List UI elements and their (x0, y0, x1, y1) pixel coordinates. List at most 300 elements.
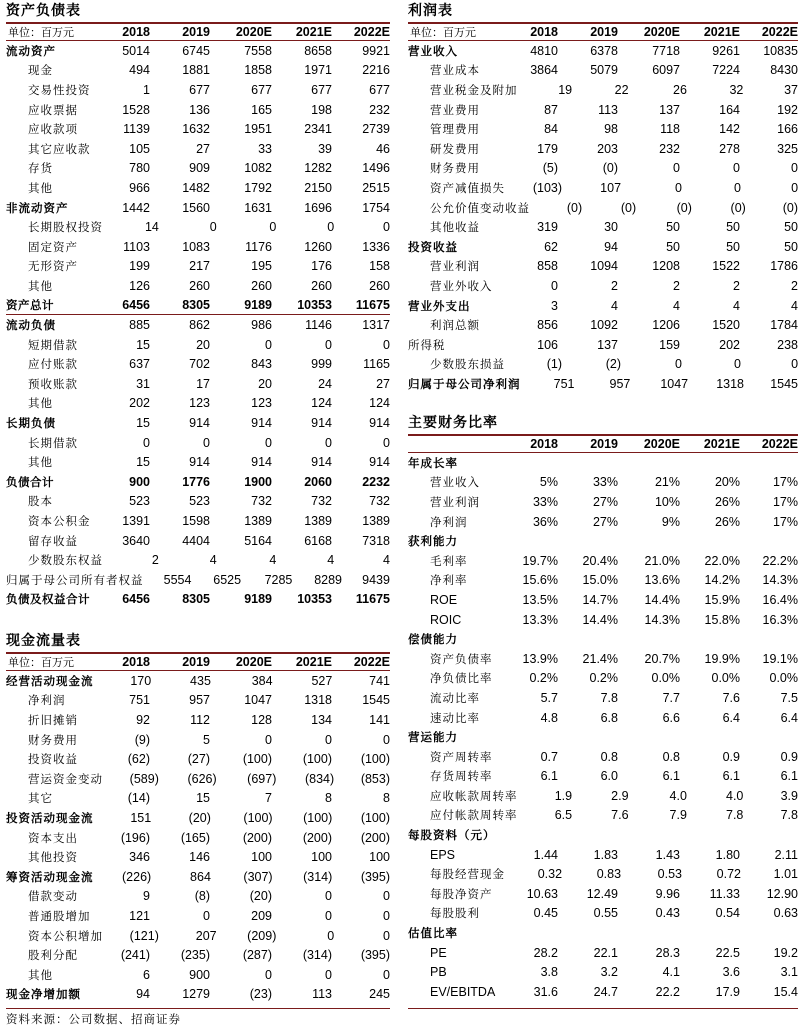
cell-value: 1317 (362, 318, 390, 333)
cell-value: 22.2 (655, 984, 680, 999)
cell-value: 1.44 (533, 847, 558, 862)
cell-value: 14.7% (582, 592, 618, 607)
cell-value: 6.1 (540, 769, 558, 784)
cell-value: 33% (532, 494, 558, 509)
cell-value: 20% (714, 475, 740, 490)
cell-value: 751 (129, 693, 150, 708)
row-label: 其他 (28, 278, 53, 293)
year-header: 2018 (122, 655, 150, 669)
cell-value: 2515 (362, 180, 390, 195)
cell-value: 87 (544, 102, 558, 117)
cell-value: 7558 (244, 43, 272, 58)
row-label: 资产负债率 (430, 651, 493, 666)
cell-value: 0 (269, 220, 277, 235)
cell-value: 4.1 (662, 965, 680, 980)
income-statement-title: 利润表 (408, 3, 453, 19)
cell-value: 1.01 (773, 867, 799, 882)
cell-value: 22.1 (593, 945, 618, 960)
cell-value: 11.33 (709, 886, 740, 901)
cell-value: 0 (383, 908, 390, 923)
table-row (6, 139, 390, 159)
cell-value: 0 (265, 435, 272, 450)
row-label: 折旧摊销 (28, 712, 78, 727)
row-label: 投资收益 (28, 752, 78, 767)
cell-value: 2 (151, 553, 159, 568)
cell-value: 17% (772, 514, 798, 529)
cell-value: 6097 (652, 63, 680, 78)
cell-value: 0 (265, 732, 272, 747)
table-row (6, 41, 390, 61)
cell-value: 0.32 (537, 867, 563, 882)
cell-value: 0.43 (655, 906, 680, 921)
table-row (408, 982, 798, 1002)
row-label: 资本公积金 (28, 514, 91, 529)
cell-value: 858 (537, 259, 558, 274)
cash-flow-panel (6, 630, 390, 1004)
cell-value: 1.83 (593, 847, 618, 862)
table-row (6, 492, 390, 512)
cell-value: 15.6% (522, 573, 558, 588)
cell-value: 0.53 (657, 867, 682, 882)
cell-value: 2 (733, 278, 740, 293)
row-label: 获利能力 (408, 534, 458, 549)
row-label: 投资收益 (408, 239, 458, 254)
cell-value: 121 (129, 908, 150, 923)
cell-value: 46 (376, 141, 390, 156)
cell-value: 202 (719, 337, 740, 352)
cell-value: 202 (129, 396, 150, 411)
row-label: 研发费用 (430, 141, 480, 156)
row-label: 营运资金变动 (28, 771, 103, 786)
cell-value: 9 (143, 889, 150, 904)
row-label: 流动资产 (6, 43, 56, 58)
row-label: 归属于母公司所有者权益 (6, 572, 144, 587)
balance-sheet-title: 资产负债表 (6, 3, 81, 19)
cell-value: 50 (666, 239, 680, 254)
cell-value: 914 (311, 455, 332, 470)
row-label: 估值比率 (408, 926, 458, 941)
cell-value: 199 (129, 259, 150, 274)
year-header: 2021E (295, 655, 332, 669)
cell-value: 39 (318, 141, 332, 156)
cell-value: 27 (376, 376, 390, 391)
cell-value: 203 (597, 141, 618, 156)
cell-value: (5) (542, 161, 558, 176)
cell-value: 435 (190, 673, 211, 688)
table-row (408, 610, 798, 630)
table-row (408, 962, 798, 982)
cell-value: 4.8 (540, 710, 558, 725)
cell-value: 128 (251, 712, 272, 727)
income-statement-header (408, 22, 798, 41)
cell-value: 5164 (244, 533, 272, 548)
row-label: 净负债比率 (430, 671, 493, 686)
row-label: 长期负债 (6, 416, 56, 431)
cell-value: 26% (714, 514, 740, 529)
cell-value: 19.2 (773, 945, 798, 960)
row-label: 营业外收入 (430, 278, 493, 293)
row-label: 管理费用 (430, 122, 480, 137)
cell-value: 1336 (362, 239, 390, 254)
table-row (408, 257, 798, 277)
cell-value: 126 (129, 278, 150, 293)
cell-value: 4.0 (669, 788, 687, 803)
cell-value: (14) (127, 791, 150, 806)
row-label: 资本支出 (28, 830, 78, 845)
table-row (408, 688, 798, 708)
cell-value: 1.9 (554, 788, 573, 803)
row-label: 其它 (28, 791, 53, 806)
table-row (6, 867, 390, 887)
row-label: 负债及权益合计 (6, 592, 90, 607)
row-label: 借款变动 (28, 889, 78, 904)
cell-value: 7718 (652, 43, 680, 58)
cell-value: 195 (251, 259, 272, 274)
table-row (408, 355, 798, 375)
cell-value: 751 (553, 376, 575, 391)
cell-value: 1776 (182, 474, 210, 489)
cell-value: 1900 (244, 474, 272, 489)
cell-value: 98 (604, 122, 618, 137)
table-row (408, 217, 798, 237)
row-label: 交易性投资 (28, 82, 91, 97)
row-label: 营业利润 (430, 259, 480, 274)
table-row (6, 217, 390, 237)
row-label: 预收账款 (28, 376, 78, 391)
cell-value: 677 (189, 82, 210, 97)
row-label: 股利分配 (28, 948, 78, 963)
row-label: 每股资料（元） (408, 828, 496, 843)
cell-value: 12.90 (766, 886, 798, 901)
table-row (6, 511, 390, 531)
cell-value: 134 (311, 712, 332, 727)
cash-flow-title: 现金流量表 (6, 633, 81, 649)
table-row (408, 669, 798, 689)
table-row (408, 473, 798, 493)
cell-value: 21% (654, 475, 680, 490)
cell-value: 33 (258, 141, 272, 156)
cell-value: 1094 (590, 259, 618, 274)
row-label: 流动比率 (430, 690, 480, 705)
unit-label: 单位：百万元 (8, 656, 74, 669)
cell-value: 2 (791, 278, 798, 293)
table-row (6, 789, 390, 809)
year-header: 2020E (643, 25, 680, 39)
cell-value: 0 (733, 161, 740, 176)
cell-value: 62 (544, 239, 558, 254)
cell-value: 124 (311, 396, 332, 411)
cell-value: 6.5 (554, 808, 573, 823)
cell-value: 209 (251, 908, 272, 923)
cell-value: 523 (129, 494, 150, 509)
cell-value: 1881 (182, 63, 210, 78)
cell-value: 2341 (304, 122, 332, 137)
table-row (408, 335, 798, 355)
cell-value: 5% (539, 475, 558, 490)
ratios-rows (408, 453, 798, 1002)
table-row (408, 119, 798, 139)
cell-value: 11675 (355, 592, 390, 607)
cell-value: 7.6 (722, 690, 740, 705)
table-row (6, 828, 390, 848)
row-label: 每股股利 (430, 906, 480, 921)
row-label: 长期借款 (28, 435, 78, 450)
row-label: 负债合计 (6, 474, 54, 489)
row-label: 无形资产 (28, 259, 78, 274)
cell-value: 118 (660, 122, 680, 137)
cell-value: 100 (251, 850, 272, 865)
cell-value: 50 (784, 239, 798, 254)
row-label: ROE (430, 592, 458, 607)
cell-value: 17.9 (715, 984, 740, 999)
row-label: 应收款项 (28, 122, 78, 137)
cell-value: 1146 (305, 318, 332, 333)
cell-value: 198 (311, 102, 332, 117)
table-row (6, 749, 390, 769)
row-label: 现金 (28, 63, 53, 78)
cell-value: 0.8 (600, 749, 618, 764)
cell-value: 14.2% (704, 573, 740, 588)
ratios-header (408, 434, 798, 453)
cell-value: 217 (189, 259, 210, 274)
table-row (6, 394, 390, 414)
cash-flow-rows (6, 671, 390, 1004)
row-label: 其他 (28, 455, 53, 470)
cell-value: 26% (714, 494, 740, 509)
cell-value: 1279 (182, 987, 210, 1002)
cell-value: 1208 (652, 259, 680, 274)
row-label: 少数股东权益 (28, 553, 103, 568)
income-statement-panel (408, 0, 798, 394)
cell-value: (241) (120, 948, 150, 963)
cell-value: 136 (189, 102, 210, 117)
table-row (408, 923, 798, 943)
cell-value: 1389 (244, 514, 272, 529)
table-row (408, 315, 798, 335)
cell-value: 8430 (770, 63, 798, 78)
row-label: 固定资产 (28, 239, 78, 254)
cell-value: (8) (194, 889, 210, 904)
cell-value: 20.4% (582, 553, 618, 568)
cell-value: 1522 (712, 259, 740, 274)
cell-value: 1092 (590, 318, 618, 333)
table-row (6, 945, 390, 965)
year-header: 2019 (182, 655, 210, 669)
cell-value: 1545 (770, 376, 799, 391)
cell-value: 0 (383, 435, 390, 450)
source-footnote: 资料来源：公司数据、招商证券 (6, 1012, 181, 1026)
table-row (408, 296, 798, 316)
cell-value: 9921 (362, 43, 390, 58)
cell-value: 1754 (362, 200, 390, 215)
cell-value: 1389 (362, 514, 390, 529)
cell-value: (395) (360, 948, 390, 963)
cell-value: 176 (311, 259, 332, 274)
year-header: 2020E (235, 25, 272, 39)
cell-value: 1631 (244, 200, 272, 215)
cell-value: 4 (209, 553, 217, 568)
cell-value: 1 (143, 82, 150, 97)
cell-value: 0.72 (716, 867, 741, 882)
cell-value: 914 (311, 416, 332, 431)
cell-value: 702 (189, 357, 210, 372)
cell-value: 21.0% (644, 553, 680, 568)
row-label: 留存收益 (28, 533, 78, 548)
cell-value: 1442 (122, 200, 150, 215)
row-label: ROIC (430, 612, 462, 627)
cell-value: 0 (203, 435, 210, 450)
cell-value: 1260 (304, 239, 332, 254)
row-label: 非流动资产 (6, 200, 69, 215)
cell-value: 15 (136, 337, 150, 352)
table-row (6, 257, 390, 277)
left-bottom-rule (6, 1008, 390, 1009)
cell-value: 14.4% (582, 612, 618, 627)
cell-value: 780 (129, 161, 150, 176)
cell-value: 8 (383, 791, 390, 806)
cell-value: 1.80 (715, 847, 740, 862)
cell-value: 123 (251, 396, 272, 411)
cell-value: 0.0% (711, 671, 740, 686)
year-header: 2022E (761, 25, 798, 39)
cell-value: 900 (129, 474, 150, 489)
cell-value: 6456 (122, 592, 150, 607)
row-label: 投资活动现金流 (6, 810, 94, 825)
cell-value: 0.0% (651, 671, 680, 686)
cell-value: 8305 (182, 592, 210, 607)
cell-value: 3640 (122, 533, 150, 548)
cell-value: 159 (659, 337, 680, 352)
cell-value: 527 (311, 673, 333, 688)
cell-value: 1496 (362, 161, 390, 176)
cell-value: 3.2 (600, 965, 618, 980)
cell-value: 1632 (182, 122, 210, 137)
table-row (6, 710, 390, 730)
table-row (6, 730, 390, 750)
table-row (6, 452, 390, 472)
cell-value: 137 (659, 102, 680, 117)
row-label: 每股经营现金 (430, 867, 505, 882)
table-row (6, 671, 390, 691)
cell-value: 5 (203, 732, 210, 747)
row-label: 毛利率 (430, 553, 468, 568)
cell-value: 732 (369, 494, 390, 509)
row-label: 营业利润 (430, 494, 480, 509)
cell-value: 32 (729, 82, 744, 97)
cell-value: 92 (136, 712, 150, 727)
table-row (6, 570, 390, 590)
cell-value: 864 (190, 869, 211, 884)
cell-value: 12.49 (586, 886, 618, 901)
row-label: 归属于母公司净利润 (408, 376, 521, 391)
cell-value: 37 (784, 82, 798, 97)
cell-value: (100) (242, 752, 272, 767)
row-label: 流动负债 (6, 318, 56, 333)
table-row (6, 531, 390, 551)
row-label: EPS (430, 847, 456, 862)
cell-value: 137 (597, 337, 618, 352)
table-row (6, 433, 390, 453)
cell-value: 8305 (182, 298, 210, 313)
row-label: 存货周转率 (430, 769, 493, 784)
cell-value: (23) (249, 987, 272, 1002)
cell-value: 165 (251, 102, 272, 117)
cell-value: 914 (251, 416, 272, 431)
table-row (408, 100, 798, 120)
table-row (408, 492, 798, 512)
year-header: 2018 (530, 437, 558, 451)
cell-value: 9261 (712, 43, 740, 58)
table-row (408, 767, 798, 787)
cell-value: 319 (537, 220, 558, 235)
row-label: 筹资活动现金流 (6, 869, 94, 884)
cell-value: 0 (325, 889, 332, 904)
cell-value: 170 (130, 673, 152, 688)
cell-value: 325 (777, 141, 798, 156)
cell-value: 6168 (304, 533, 332, 548)
cell-value: 4 (733, 298, 740, 313)
year-header: 2022E (761, 437, 798, 451)
cell-value: 1047 (244, 693, 272, 708)
cell-value: 15.8% (704, 612, 740, 627)
row-label: 营业税金及附加 (430, 82, 518, 97)
cell-value: 9% (661, 514, 680, 529)
cell-value: 15.0% (582, 573, 618, 588)
balance-sheet-rows (6, 41, 390, 609)
cell-value: 106 (537, 337, 558, 352)
cell-value: 1083 (182, 239, 210, 254)
row-label: 营业费用 (430, 102, 480, 117)
cell-value: 957 (609, 376, 631, 391)
balance-sheet-panel (6, 0, 390, 609)
cell-value: 4 (269, 553, 277, 568)
row-label: 财务费用 (430, 161, 480, 176)
cell-value: 9439 (362, 572, 390, 587)
table-row (408, 747, 798, 767)
table-row (6, 159, 390, 179)
cell-value: 0 (383, 337, 390, 352)
cell-value: (0) (730, 200, 746, 215)
cell-value: 146 (189, 850, 210, 865)
table-row (6, 550, 390, 570)
table-row (6, 80, 390, 100)
cell-value: 2739 (362, 122, 390, 137)
table-row (408, 943, 798, 963)
cell-value: 0.55 (593, 906, 618, 921)
cell-value: 232 (659, 141, 680, 156)
cell-value: (589) (129, 771, 159, 786)
table-row (408, 139, 798, 159)
cell-value: 0 (734, 357, 741, 372)
cell-value: 999 (311, 357, 332, 372)
cell-value: 36% (532, 514, 558, 529)
table-row (408, 41, 798, 61)
cell-value: (1) (546, 357, 563, 372)
cell-value: 142 (719, 122, 740, 137)
table-row (408, 708, 798, 728)
cell-value: (626) (187, 771, 217, 786)
cell-value: (27) (187, 752, 210, 767)
cell-value: 11675 (355, 298, 390, 313)
cell-value: 21.4% (582, 651, 618, 666)
table-row (6, 374, 390, 394)
cell-value: 14.4% (644, 592, 680, 607)
table-row (408, 845, 798, 865)
cell-value: 7.7 (662, 690, 680, 705)
cell-value: 0.83 (596, 867, 622, 882)
table-row (408, 806, 798, 826)
cell-value: 1082 (244, 161, 272, 176)
